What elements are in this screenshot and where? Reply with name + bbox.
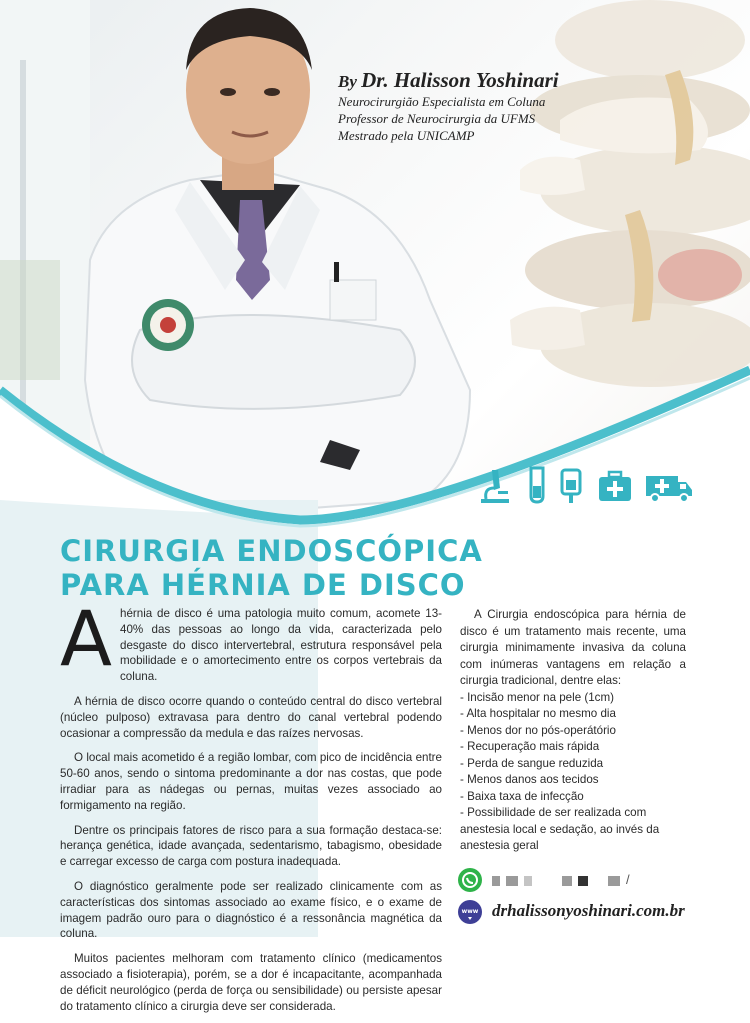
list-item: - Incisão menor na pele (1cm): [460, 690, 615, 704]
paragraph: O diagnóstico geralmente pode ser realizado clinicamente com as características dos sintomas associado ao exame físico, e o exame de imagem padrão ouro para o diagnóstico é a ressonância magnética da coluna.: [60, 879, 442, 941]
paragraph: Dentre os principais fatores de risco para a sua formação destaca-se: herança genética, idade avançada, sedentarismo, tabagismo, obesidade e carregar excesso de carga com postura inadequada.: [60, 823, 442, 869]
microscope-icon: [478, 466, 514, 504]
article-left-column: [60, 594, 442, 1023]
website-link[interactable]: drhalissonyoshinari.com.br: [492, 901, 685, 920]
author-credential: Professor de Neurocirurgia da UFMS: [338, 111, 536, 126]
teal-curve-divider: [0, 360, 750, 540]
whatsapp-icon: [458, 868, 482, 892]
author-byline: [338, 68, 559, 144]
paragraph-right-intro: A Cirurgia endoscópica para hérnia de disco é um tratamento mais recente, uma cirurgia minimamente invasiva da coluna com inúmeras vantagens em relação a cirurgia tradicional, dentre elas:: [460, 608, 686, 687]
phone-number-redacted: [492, 872, 632, 887]
contact-block: [456, 868, 716, 928]
paragraph: A hérnia de disco ocorre quando o conteúdo central do disco vertebral (núcleo pulposo) extravasa para dentro do canal vertebral podendo ocasionar a compressão da medula e das raízes nervosas.: [60, 694, 442, 740]
iv-bag-icon: [560, 466, 582, 504]
list-item: - Recuperação mais rápida: [460, 740, 600, 753]
list-item: - Possibilidade de ser realizada com anestesia local e sedação, ao invés da anestesia geral: [460, 806, 660, 852]
author-credential: Neurocirurgião Especialista em Coluna: [338, 94, 546, 109]
paragraph-intro: [60, 594, 442, 685]
title-line-2: PARA HÉRNIA DE DISCO: [60, 568, 466, 602]
list-item: - Baixa taxa de infecção: [460, 789, 584, 803]
article-right-column: [460, 607, 686, 855]
list-item: - Alta hospitalar no mesmo dia: [460, 707, 616, 720]
ambulance-icon: [644, 466, 694, 504]
first-aid-kit-icon: [598, 466, 632, 504]
medical-icons-row: [478, 466, 698, 506]
paragraph-text: hérnia de disco é uma patologia muito comum, acomete 13-40% das pessoas ao longo da vida, caracterizada pelo desgaste do disco intervertebral, estrutura responsável pela mobilidade e o amortecimento entre os corpos vertebrais da coluna.: [120, 607, 442, 684]
author-credential: Mestrado pela UNICAMP: [338, 128, 475, 143]
web-icon-label: www: [461, 908, 479, 915]
list-item: - Menos dor no pós-operátório: [460, 723, 616, 737]
byline-prefix: By: [338, 72, 357, 91]
author-name: Dr. Halisson Yoshinari: [361, 68, 559, 92]
list-item: - Perda de sangue reduzida: [460, 756, 604, 770]
phone-tail: /: [626, 872, 632, 887]
globe-icon: [458, 900, 482, 924]
list-item: - Menos danos aos tecidos: [460, 773, 599, 786]
drop-cap: A: [60, 594, 112, 683]
article-title: [60, 534, 483, 602]
advantages-list: [460, 690, 686, 855]
spine-model-image: [510, 0, 750, 387]
title-line-1: CIRURGIA ENDOSCÓPICA: [60, 534, 483, 568]
test-tube-icon: [528, 466, 546, 504]
paragraph: Muitos pacientes melhoram com tratamento clínico (medicamentos associado a fisioterapia), porém, se a dor é incapacitante, acompanhada de déficit neurológico (perda de força ou sensibilidade) ou persiste apesar do tratamento clínico a cirurgia deve ser considerada.: [60, 952, 442, 1013]
paragraph: O local mais acometido é a região lombar, com pico de incidência entre 50-60 anos, sendo o sintoma predominante a dor nas costas, que pode irradiar para as nádegas ou pernas, muitas vezes associado ao formigamento na região.: [60, 751, 442, 812]
